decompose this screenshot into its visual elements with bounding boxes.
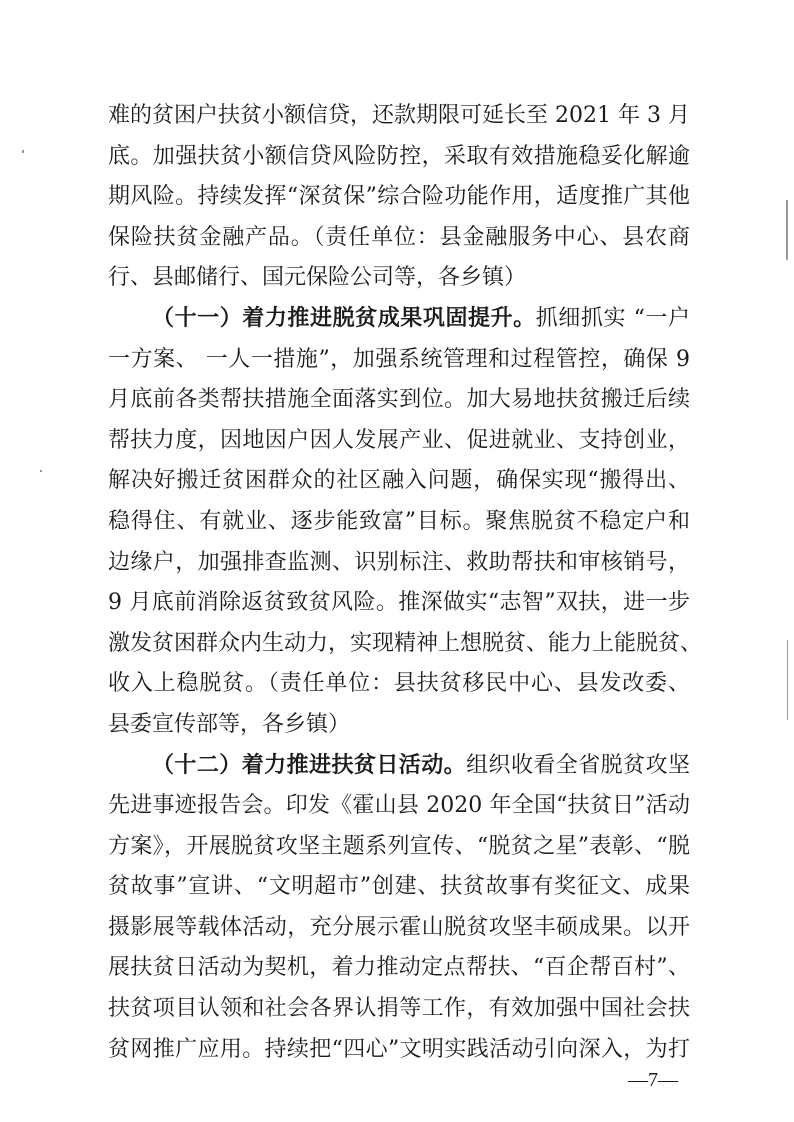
text-line: 摄影展等载体活动，充分展示霍山脱贫攻坚丰硕成果。以开: [108, 914, 690, 940]
text-line: 9 月底前消除返贫致贫风险。推深做实“志智”双扶，进一步: [108, 590, 690, 616]
text-line: 难的贫困户扶贫小额信贷，还款期限可延长至 2021 年 3 月: [108, 103, 690, 128]
text-line: 方案》，开展脱贫攻坚主题系列宣传、“脱贫之星”表彰、“脱: [108, 833, 690, 859]
scan-mark: [22, 150, 24, 153]
text-line: 行、县邮储行、国元保险公司等，各乡镇）: [108, 265, 527, 291]
text-line: 底。加强扶贫小额信贷风险防控，采取有效措施稳妥化解逾: [108, 143, 690, 169]
text-line: [108, 299, 690, 340]
body-text: [108, 96, 703, 1070]
text-line: 先进事迹报告会。印发《霍山县 2020 年全国“扶贫日”活动: [108, 793, 690, 819]
section-heading: （十二）着力推进扶贫日活动。: [152, 752, 467, 778]
text-line: 贫网推广应用。持续把“四心”文明实践活动引向深入，为打: [108, 1036, 690, 1062]
text-line: 展扶贫日活动为契机，着力推动定点帮扶、“百企帮百村”、: [108, 955, 690, 981]
text-line: 解决好搬迁贫困群众的社区融入问题，确保实现“搬得出、: [108, 468, 690, 494]
text-line: 月底前各类帮扶措施全面落实到位。加大易地扶贫搬迁后续: [108, 387, 690, 413]
text-line: 扶贫项目认领和社会各界认捐等工作，有效加强中国社会扶: [108, 996, 690, 1022]
text-line: 激发贫困群众内生动力，实现精神上想脱贫、能力上能脱贫、: [108, 630, 703, 656]
page-number: —7—: [628, 1069, 678, 1091]
scan-mark: [786, 200, 788, 260]
text-span: 组织收看全省脱贫攻坚: [466, 752, 690, 778]
text-line: 保险扶贫金融产品。（责任单位：县金融服务中心、县农商: [108, 224, 690, 250]
scan-mark: [787, 640, 788, 720]
text-line: 帮扶力度，因地因户因人发展产业、促进就业、支持创业，: [108, 427, 690, 453]
scan-mark: [40, 470, 42, 472]
text-line: 收入上稳脱贫。（责任单位：县扶贫移民中心、县发改委、: [108, 671, 690, 697]
text-line: 一方案、 一人一措施”，加强系统管理和过程管控，确保 9: [108, 346, 690, 372]
text-line: 稳得住、有就业、逐步能致富”目标。聚焦脱贫不稳定户和: [108, 508, 690, 534]
text-line: 期风险。持续发挥“深贫保”综合险功能作用，适度推广其他: [108, 184, 690, 210]
section-heading: （十一）着力推进脱贫成果巩固提升。: [152, 305, 536, 331]
text-span: 抓细抓实 “一户: [535, 305, 690, 331]
text-line: [108, 746, 690, 787]
text-line: 贫故事”宣讲、“文明超市”创建、扶贫故事有奖征文、成果: [108, 874, 690, 900]
text-line: 县委宣传部等，各乡镇）: [108, 711, 351, 737]
text-line: 边缘户，加强排查监测、识别标注、救助帮扶和审核销号，: [108, 549, 690, 575]
